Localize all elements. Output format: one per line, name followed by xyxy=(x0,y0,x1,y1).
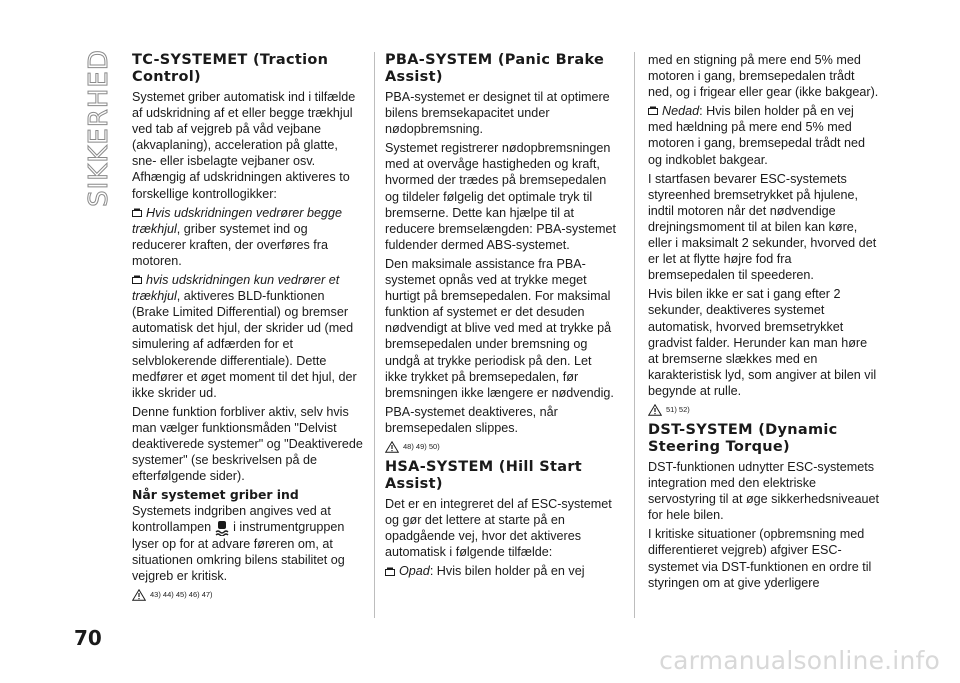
column-3 xyxy=(648,52,880,594)
dst-paragraph-1: DST-funktionen udnytter ESC-systemets integration med den elektriske servostyring til at øge sikkerhedsniveauet for hele bilen. xyxy=(648,459,879,523)
hsa-paragraph-2: I startfasen bevarer ESC-systemets styreenhed bremsetrykket på hjulene, indtil motoren når det nødvendige drejningsmoment til at bilen kan køre, eller i maksimalt 2 sekunder, hvorved det er let at flytte højre fod fra bremsepedalen til speederen. xyxy=(648,171,877,283)
warning-triangle-icon xyxy=(385,441,399,453)
warning-triangle-icon xyxy=(648,404,662,416)
tc-intervention-paragraph xyxy=(132,503,364,584)
tc-intervention-text-b: i instrumentgruppen lyser op for at advare føreren om, at situationen omkring bilens stabilitet og vejgreb er kritisk. xyxy=(132,520,345,584)
tc-bullet2-italic: hvis udskridningen kun vedrører et trækhjul xyxy=(132,273,340,304)
tc-intervention-subheading: Når systemet griber ind xyxy=(132,487,299,503)
dst-system-heading: DST-SYSTEM (Dynamic Steering Torque) xyxy=(648,421,838,455)
column-1 xyxy=(132,52,364,607)
warning-references xyxy=(648,404,880,416)
hsa-system-heading: HSA-SYSTEM (Hill Start Assist) xyxy=(385,458,583,492)
section-title-text: SIKKERHED xyxy=(84,49,114,207)
warning-numbers: 43) 44) 45) 46) 47) xyxy=(150,590,213,600)
hsa-continued-paragraph: med en stigning på mere end 5% med motoren i gang, bremsepedalen trådt ned, og i frigear eller gear (ikke bakgear). xyxy=(648,53,879,100)
section-side-title xyxy=(76,49,122,207)
column-2 xyxy=(385,52,617,582)
source-watermark: carmanualsonline.info xyxy=(659,646,940,675)
dst-paragraph-2: I kritiske situationer (opbremsning med differentieret vejgreb) afgiver ESC-systemet via DST-funktionen en ordre til styringen om at give yderligere xyxy=(648,527,872,590)
warning-references xyxy=(132,589,364,601)
tc-bullet-both-wheels xyxy=(132,205,364,269)
tc-bullet-one-wheel xyxy=(132,272,364,401)
warning-numbers: 48) 49) 50) xyxy=(403,441,440,451)
vehicle-condition-icon xyxy=(385,567,395,576)
hsa-bullet2-text: : Hvis bilen holder på en vej med hældning på mere end 5% med motoren i gang, bremsepedal trådt ned og indkoblet bakgear. xyxy=(648,104,866,167)
tc-intro-paragraph: Systemet griber automatisk ind i tilfælde af udskridning af et eller begge trækhjul ved tab af vejgreb på våd vejbane (akvaplaning), acceleration på glatte, sne- eller isbelagte vejbaner osv. Afhængig af udskridningen aktiveres to forskellige kontrollogikker: xyxy=(132,90,356,201)
esc-warning-light-icon xyxy=(214,520,230,536)
tc-bullet1-italic: Hvis udskridningen vedrører begge trækhjul xyxy=(132,205,343,236)
tc-system-heading: TC-SYSTEMET (Traction Control) xyxy=(132,52,329,85)
hsa-bullet-italic: Opad xyxy=(399,564,430,579)
pba-paragraph-2: Systemet registrerer nødopbremsningen med at overvåge hastigheden og kraft, hvormed der trædes på bremsepedalen og tildeler følgelig det optimale tryk til bremserne. Dette kan hjælpe til at reducere bremselængden: PBA-systemet fuldender dermed ABS-systemet. xyxy=(385,141,616,252)
warning-references xyxy=(385,441,617,453)
pba-paragraph-4: PBA-systemet deaktiveres, når bremsepedalen slippes. xyxy=(385,404,558,435)
warning-triangle-icon xyxy=(132,589,146,601)
column-divider xyxy=(634,52,635,618)
tc-function-paragraph: Denne funktion forbliver aktiv, selv hvis man vælger funktionsmåden "Delvist deaktiverede systemer" og "Deaktiverede systemer" (se beskrivelsen på de efterfølgende sider). xyxy=(132,404,363,484)
vehicle-condition-icon xyxy=(648,106,658,115)
hsa-paragraph-3: Hvis bilen ikke er sat i gang efter 2 sekunder, deaktiveres systemet automatisk, hvorved bremsetrykket gradvist falder. Herunder kan man høre at bremserne slækkes med en karakteristisk lyd, som angiver at bilen vil begynde at rulle. xyxy=(648,287,877,398)
hsa-bullet-downhill xyxy=(648,103,880,167)
tc-bullet1-text: , griber systemet ind og reducerer kraften, der overføres fra motoren. xyxy=(132,221,328,268)
pba-system-heading: PBA-SYSTEM (Panic Brake Assist) xyxy=(385,52,605,85)
warning-numbers: 51) 52) xyxy=(666,404,690,414)
pba-paragraph-3: Den maksimale assistance fra PBA-systemet opnås ved at trykke meget hurtigt på bremsepedalen. For maksimal funktion af systemet er det desuden nødvendigt at blive ved med at trykke på bremsepedalen under bremsning og undgå at trykke periodisk på den. Let ikke trykket på bremsepedalen, før bremsningen ikke længere er nødvendig. xyxy=(385,256,614,400)
hsa-paragraph-1: Det er en integreret del af ESC-systemet og gør det lettere at starte på en opadgående vej, hvor det aktiveres automatisk i følgende tilfælde: xyxy=(385,496,612,560)
vehicle-condition-icon xyxy=(132,208,142,217)
column-divider xyxy=(374,52,375,618)
tc-bullet2-text: , aktiveres BLD-funktionen (Brake Limited Differential) og bremser automatisk det hjul, der skrider ud (med simulering af adfærden for et selvblokerende differentiale). Dette medfører et øget moment til det hjul, der ikke skrider ud. xyxy=(132,289,357,400)
pba-paragraph-1: PBA-systemet er designet til at optimere bilens bremsekapacitet under nødopbremsning. xyxy=(385,90,610,137)
hsa-bullet-text: : Hvis bilen holder på en vej xyxy=(429,564,585,579)
page-number: 70 xyxy=(74,626,102,650)
tc-intervention-text-a: Systemets indgriben angives ved at kontrollampen xyxy=(132,504,331,535)
vehicle-condition-icon xyxy=(132,275,142,284)
hsa-bullet-uphill xyxy=(385,563,617,579)
hsa-bullet2-italic: Nedad xyxy=(662,104,700,119)
